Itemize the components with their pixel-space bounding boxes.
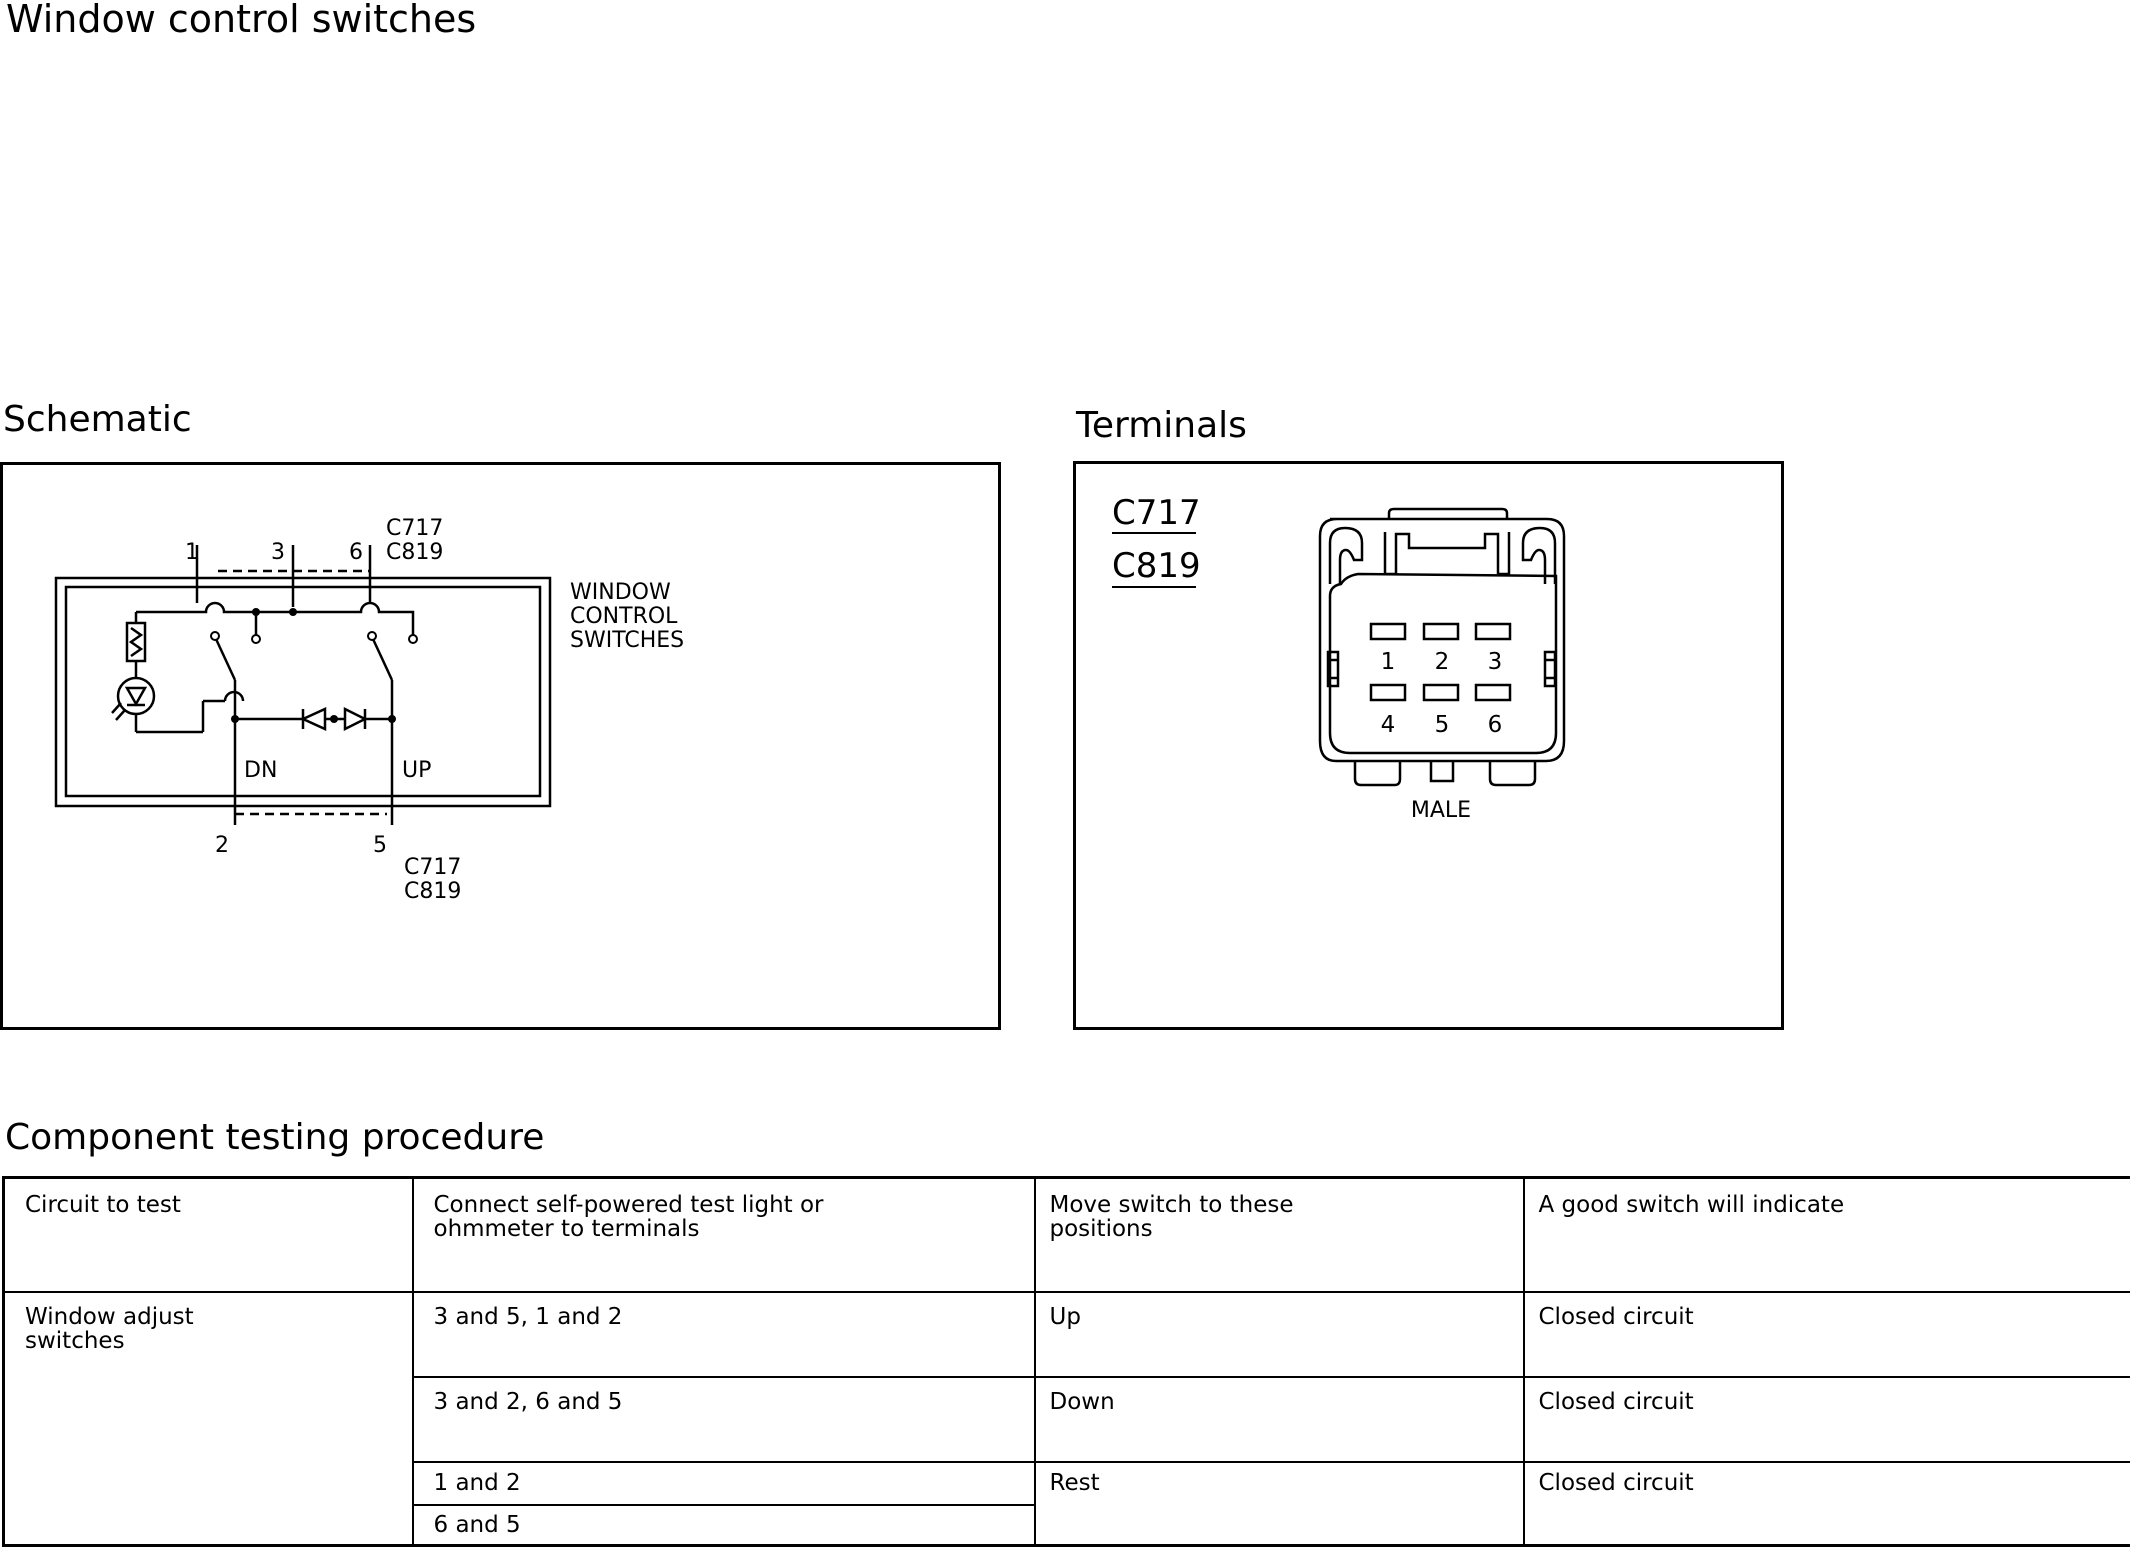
schematic-connector-top-1: C717 — [386, 516, 444, 541]
result-cell: Closed circuit — [1524, 1292, 2130, 1377]
terminals-panel — [1073, 461, 1784, 1030]
result-cell: Closed circuit — [1524, 1462, 2130, 1546]
schematic-connector-top-2: C819 — [386, 540, 444, 565]
table-row — [4, 1292, 2130, 1377]
terminals-cell: 6 and 5 — [413, 1505, 1035, 1546]
position-cell: Up — [1035, 1292, 1524, 1377]
schematic-connector-bottom-2: C819 — [404, 879, 462, 904]
position-cell: Rest — [1035, 1462, 1524, 1546]
terminal-pin-3: 3 — [1487, 649, 1503, 675]
component-label-line-3: SWITCHES — [570, 628, 685, 653]
terminal-slot-5 — [1424, 685, 1458, 700]
terminal-slot-3 — [1476, 624, 1510, 639]
position-cell: Down — [1035, 1377, 1524, 1462]
component-label-line-1: WINDOW — [570, 580, 671, 605]
terminal-slot-1 — [1371, 624, 1405, 639]
schematic-connector-bottom-1: C717 — [404, 855, 462, 880]
testing-title: Component testing procedure — [5, 1117, 545, 1158]
result-cell: Closed circuit — [1524, 1377, 2130, 1462]
schematic-title: Schematic — [3, 399, 192, 440]
terminal-pin-1: 1 — [1380, 649, 1396, 675]
switch-label-dn: DN — [244, 758, 278, 783]
connector-face-diagram — [1076, 464, 1781, 1027]
terminal-slot-6 — [1476, 685, 1510, 700]
terminals-title: Terminals — [1076, 405, 1247, 446]
page-title: Window control switches — [6, 0, 477, 41]
schematic-panel — [0, 462, 1001, 1030]
switch-label-up: UP — [402, 758, 432, 783]
schematic-pin-3: 3 — [271, 540, 285, 565]
header-circuit: Circuit to test — [4, 1178, 413, 1292]
terminal-pin-5: 5 — [1434, 712, 1450, 738]
schematic-pin-5: 5 — [373, 833, 387, 858]
header-result: A good switch will indicate — [1524, 1178, 2130, 1292]
terminal-slot-2 — [1424, 624, 1458, 639]
terminal-pin-4: 4 — [1380, 712, 1396, 738]
terminal-slot-4 — [1371, 685, 1405, 700]
connector-gender: MALE — [1410, 798, 1472, 823]
header-position: Move switch to these positions — [1035, 1178, 1524, 1292]
schematic-pin-1: 1 — [185, 540, 199, 565]
schematic-pin-6: 6 — [349, 540, 363, 565]
terminal-pin-2: 2 — [1434, 649, 1450, 675]
component-label-line-2: CONTROL — [570, 604, 678, 629]
header-terminals: Connect self-powered test light or ohmmeter to terminals — [413, 1178, 1035, 1292]
terminal-pin-6: 6 — [1487, 712, 1503, 738]
schematic-pin-2: 2 — [215, 833, 229, 858]
terminals-connector-2: C819 — [1112, 546, 1201, 586]
terminals-cell: 3 and 5, 1 and 2 — [413, 1292, 1035, 1377]
table-header-row — [4, 1178, 2130, 1292]
testing-table — [2, 1176, 2130, 1547]
circuit-cell: Window adjust switches — [4, 1292, 413, 1546]
schematic-diagram — [3, 465, 998, 1027]
terminals-cell: 3 and 2, 6 and 5 — [413, 1377, 1035, 1462]
terminals-connector-1: C717 — [1112, 493, 1201, 533]
indicator-lamp — [118, 678, 154, 714]
terminals-cell: 1 and 2 — [413, 1462, 1035, 1505]
